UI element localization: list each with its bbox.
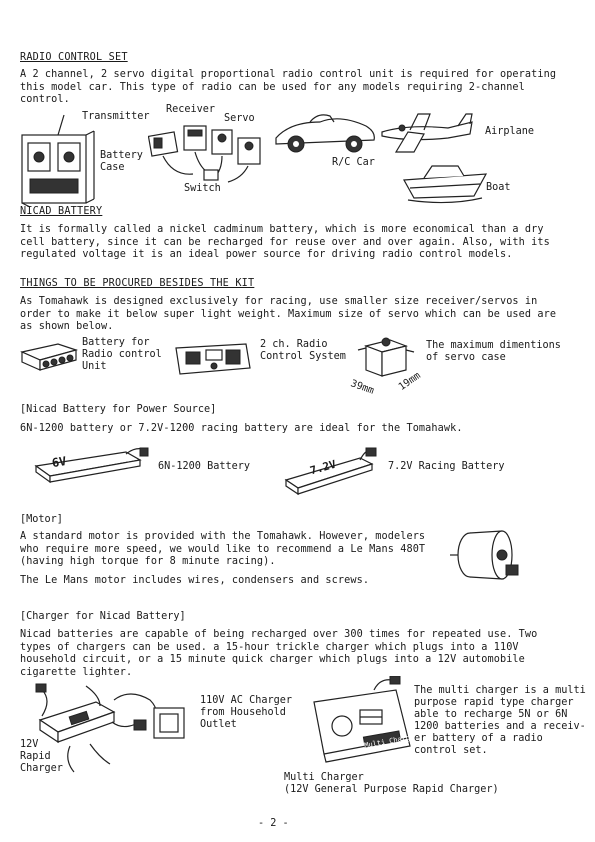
transmitter-label: Transmitter: [82, 111, 150, 122]
multi-charger-print: Multi Charger: [363, 732, 420, 750]
radio-battery-illustration: [18, 336, 80, 376]
receiver-servo-illustration: [148, 120, 268, 188]
servo-dimension-illustration: [356, 332, 416, 380]
radio-control-text: A 2 channel, 2 servo digital proportional radio control unit is required for operating this model car. This type of radio can be used for any models requiring 2-channel control.: [20, 69, 557, 106]
battery-case-label: Battery Case: [100, 150, 143, 173]
ac-charger-illustration: [110, 690, 190, 746]
radio-system-label: 2 ch. Radio Control System: [260, 339, 346, 362]
page-number: - 2 -: [258, 818, 289, 829]
airplane-illustration: [378, 110, 478, 156]
boat-illustration: [400, 158, 490, 204]
ac-charger-label: 110V AC Charger from Household Outlet: [200, 695, 293, 730]
radio-control-heading: RADIO CONTROL SET: [20, 52, 128, 63]
boat-label: Boat: [486, 182, 511, 193]
motor-heading: [Motor]: [20, 514, 63, 525]
procure-text: As Tomahawk is designed exclusively for racing, use smaller size receiver/servos in order to make it below super light weight. Maximum size of servo which can be used are as shown below.: [20, 296, 557, 333]
servo-label: Servo: [224, 113, 255, 124]
charger-heading: [Charger for Nicad Battery]: [20, 611, 186, 622]
motor-illustration: [450, 525, 522, 585]
dimension-39: 39mm: [349, 378, 376, 397]
multi-charger-description: The multi charger is a multi purpose rapid type charger able to recharge 5N or 6N 1200 batteries and a receiv- er battery of a radio control set.: [414, 685, 586, 756]
transmitter-illustration: [18, 113, 98, 208]
power-source-text: 6N-1200 battery or 7.2V-1200 racing battery are ideal for the Tomahawk.: [20, 423, 463, 434]
battery-72-print: 7.2V: [308, 457, 338, 478]
battery-6n-illustration: [32, 446, 152, 486]
charger-text: Nicad batteries are capable of being recharged over 300 times for repeated use. Two types of chargers can be used. a 15-hour trickle charger which plugs into a 110V household circuit, or a 15 minute quick charger which plugs into a 12V automobile cigarette lighter.: [20, 629, 538, 678]
nicad-battery-text: It is formally called a nickel cadminum battery, which is more economical than a dry cell battery, since it can be recharged for reuse over and over again. Also, with its regulated voltage it is an ideal power source for driving radio control models.: [20, 224, 550, 261]
rc-car-illustration: [270, 108, 380, 158]
power-source-heading: [Nicad Battery for Power Source]: [20, 404, 217, 415]
multi-charger-illustration: [304, 676, 414, 768]
motor-text-2: The Le Mans motor includes wires, condensers and screws.: [20, 575, 370, 586]
rapid-charger-label: 12V Rapid Charger: [20, 739, 63, 774]
radio-system-illustration: [170, 338, 254, 378]
battery-6n-print: 6V: [50, 453, 68, 471]
battery-6n-label: 6N-1200 Battery: [158, 461, 251, 472]
procure-heading: THINGS TO BE PROCURED BESIDES THE KIT: [20, 278, 255, 289]
airplane-label: Airplane: [485, 126, 535, 137]
rc-car-label: R/C Car: [332, 157, 375, 168]
dimension-19: 19mm: [396, 370, 423, 394]
servo-dimension-label: The maximum dimentions of servo case: [426, 340, 561, 363]
battery-72-label: 7.2V Racing Battery: [388, 461, 505, 472]
receiver-label: Receiver: [166, 104, 216, 115]
radio-battery-label: Battery for Radio control Unit: [82, 337, 162, 372]
motor-text: A standard motor is provided with the Tomahawk. However, modelers who require more speed, we would like to recommend a Le Mans 480T (having high torque for 8 minute racing).: [20, 531, 426, 568]
multi-charger-caption: Multi Charger (12V General Purpose Rapid Charger): [284, 772, 499, 795]
nicad-battery-heading: NICAD BATTERY: [20, 206, 103, 217]
switch-label: Switch: [184, 183, 221, 194]
